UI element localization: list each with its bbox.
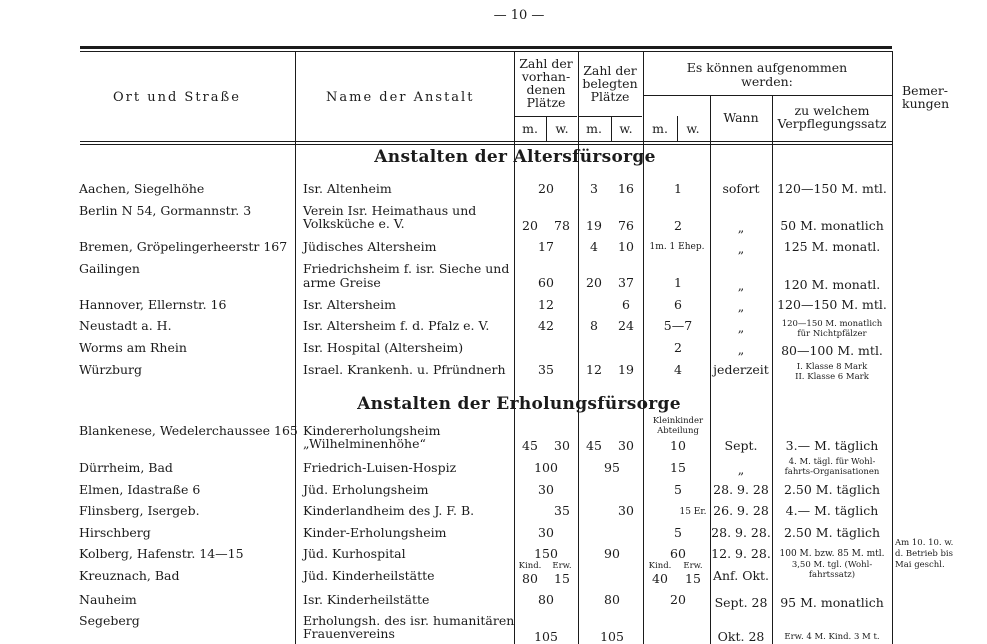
satz: 120—150 M. mtl. — [777, 181, 887, 196]
anstalt-2: Frauenvereins — [303, 626, 395, 641]
bel: 105 — [600, 629, 624, 644]
col-sep-4 — [643, 51, 644, 644]
anstalt: Israel. Krankenh. u. Pfründnerh — [303, 362, 506, 377]
auf: 20 — [670, 592, 686, 607]
vorh-w: 30 — [554, 438, 570, 453]
header-verpf-2: Verpflegungssatz — [777, 116, 887, 131]
vorh: 35 — [538, 362, 554, 377]
wann: Sept. — [724, 438, 758, 453]
satz: 2.50 M. täglich — [783, 525, 881, 540]
ort: Würzburg — [79, 362, 142, 377]
wann: Anf. Okt. — [712, 568, 770, 583]
anstalt: Jüd. Erholungsheim — [303, 482, 429, 497]
auf: 2 — [674, 218, 682, 233]
vorh-sub-m: Kind. — [518, 561, 542, 571]
bel-w: 37 — [618, 275, 634, 290]
ort: Nauheim — [79, 592, 137, 607]
header-verpf-1: zu welchem — [794, 103, 870, 118]
vorh: 60 — [538, 275, 554, 290]
vorh-w: 15 — [554, 571, 570, 586]
vorh: 150 — [534, 546, 558, 561]
bel: 95 — [604, 460, 620, 475]
header-name: Name der Anstalt — [326, 90, 475, 105]
satz: 4.— M. täglich — [785, 503, 879, 518]
anstalt: Jüdisches Altersheim — [303, 239, 437, 254]
ort: Elmen, Idastraße 6 — [79, 482, 201, 497]
wann: „ — [737, 320, 745, 335]
satz: 95 M. monatlich — [780, 595, 884, 610]
col-sep-2 — [514, 51, 515, 644]
wann: Okt. 28 — [717, 629, 765, 644]
auf: 1 — [674, 181, 682, 196]
header-vorh-w: w. — [555, 121, 569, 136]
vorh-m: 80 — [522, 571, 538, 586]
header-vorh-1: Zahl der — [519, 56, 573, 71]
satz: 80—100 M. mtl. — [781, 343, 883, 358]
wann: „ — [737, 220, 745, 235]
ort: Gailingen — [79, 261, 140, 276]
vorh: 30 — [538, 525, 554, 540]
sub-rule-aufg — [644, 95, 892, 96]
header-bel-2: belegten — [582, 76, 638, 91]
anstalt-2: „Wilhelminenhöhe“ — [303, 436, 426, 451]
satz: 120—150 M. mtl. — [777, 297, 887, 312]
auf-m: 40 — [652, 571, 668, 586]
wann: „ — [737, 299, 745, 314]
ort: Dürrheim, Bad — [79, 460, 173, 475]
ort: Blankenese, Wedelerchaussee 165 — [79, 423, 298, 438]
header-bel-3: Plätze — [590, 89, 630, 104]
vorh: 12 — [538, 297, 554, 312]
wann: „ — [737, 278, 745, 293]
remark-2: d. Betrieb bis — [895, 549, 954, 559]
header-aufg-w: w. — [686, 121, 700, 136]
sub-sep-aufg — [677, 116, 678, 142]
wann: „ — [737, 241, 745, 256]
header-aufg-m: m. — [652, 121, 668, 136]
auf: 1 — [674, 275, 682, 290]
header-bem-1: Bemer- — [902, 83, 949, 98]
anstalt: Isr. Kinderheilstätte — [303, 592, 430, 607]
col-sep-1 — [295, 51, 296, 644]
satz: 2.50 M. täglich — [783, 482, 881, 497]
bel-m: 20 — [586, 275, 602, 290]
bel-w: 30 — [618, 503, 634, 518]
satz: 4. M. tägl. für Wohl- — [788, 457, 876, 467]
bel-w: 76 — [618, 218, 634, 233]
vorh: 30 — [538, 482, 554, 497]
header-vorh-m: m. — [522, 121, 538, 136]
anstalt-2: arme Greise — [303, 275, 381, 290]
auf: 5—7 — [663, 318, 693, 333]
vorh: 17 — [538, 239, 554, 254]
bel: 90 — [604, 546, 620, 561]
ort: Bremen, Gröpelingerheerstr 167 — [79, 239, 288, 254]
anstalt: Jüd. Kurhospital — [303, 546, 406, 561]
header-bel-1: Zahl der — [583, 63, 637, 78]
satz: 120—150 M. monatlich — [781, 319, 883, 329]
anstalt: Friedrichsheim f. isr. Sieche und — [303, 261, 510, 276]
anstalt: Jüd. Kinderheilstätte — [303, 568, 435, 583]
satz: 120 M. monatl. — [783, 277, 881, 292]
ort: Neustadt a. H. — [79, 318, 172, 333]
header-bottom-rule — [80, 141, 892, 142]
top-rule-thin — [80, 51, 892, 52]
header-bel-m: m. — [586, 121, 602, 136]
auf: 5 — [674, 482, 682, 497]
header-ort: Ort und Straße — [113, 90, 241, 105]
section-title-alter: Anstalten der Altersfürsorge — [374, 147, 656, 167]
bel-w: 10 — [618, 239, 634, 254]
vorh-m: 45 — [522, 438, 538, 453]
bel-m: 3 — [590, 181, 598, 196]
col-sep-5 — [710, 95, 711, 644]
anstalt: Isr. Altersheim — [303, 297, 397, 312]
vorh-w: 78 — [554, 218, 570, 233]
anstalt: Isr. Altenheim — [303, 181, 392, 196]
anstalt: Erholungsh. des isr. humanitären — [303, 613, 515, 628]
auf: 5 — [674, 525, 682, 540]
auf-w: 15 — [685, 571, 701, 586]
vorh: 100 — [534, 460, 558, 475]
bel-w: 6 — [622, 297, 630, 312]
satz: 3,50 M. tgl. (Wohl- — [791, 560, 873, 570]
ort: Kolberg, Hafenstr. 14—15 — [79, 546, 244, 561]
satz: I. Klasse 8 Mark — [796, 362, 868, 372]
ort: Hannover, Ellernstr. 16 — [79, 297, 227, 312]
remark-3: Mai geschl. — [895, 560, 945, 570]
auf: 15 — [670, 460, 686, 475]
anstalt: Kinderlandheim des J. F. B. — [303, 503, 475, 518]
anstalt: Kindererholungsheim — [303, 423, 441, 438]
header-aufg-1: Es können aufgenommen — [686, 60, 848, 75]
satz: 50 M. monatlich — [780, 218, 884, 233]
section-title-erholung: Anstalten der Erholungsfürsorge — [357, 394, 681, 414]
anstalt: Isr. Hospital (Altersheim) — [303, 340, 464, 355]
anstalt: Kinder-Erholungsheim — [303, 525, 447, 540]
header-bel-w: w. — [619, 121, 633, 136]
satz-2: fahrts-Organisationen — [784, 467, 880, 477]
remark-1: Am 10. 10. w. — [895, 538, 954, 548]
ort: Hirschberg — [79, 525, 151, 540]
bel-w: 16 — [618, 181, 634, 196]
header-vorh-2: vorhan- — [521, 69, 571, 84]
vorh-w: 35 — [554, 503, 570, 518]
ort: Worms am Rhein — [79, 340, 187, 355]
vorh: 20 — [538, 181, 554, 196]
col-sep-6 — [772, 95, 773, 644]
sub-sep-vorh — [546, 116, 547, 142]
anstalt-2: Volksküche e. V. — [303, 216, 405, 231]
ort: Berlin N 54, Gormannstr. 3 — [79, 203, 252, 218]
bel: 80 — [604, 592, 620, 607]
auf: 4 — [674, 362, 682, 377]
auf-note: Kleinkinder — [652, 416, 704, 426]
header-bottom-rule-2 — [80, 144, 892, 145]
ort: Flinsberg, Isergeb. — [79, 503, 200, 518]
ort: Kreuznach, Bad — [79, 568, 180, 583]
anstalt: Verein Isr. Heimathaus und — [303, 203, 477, 218]
header-aufg-2: werden: — [741, 74, 793, 89]
auf: 2 — [674, 340, 682, 355]
auf-w: 15 Er. — [679, 507, 707, 517]
wann: 26. 9. 28 — [713, 503, 769, 518]
auf: 1m. 1 Ehep. — [649, 242, 705, 252]
satz: 125 M. monatl. — [783, 239, 881, 254]
vorh: 42 — [538, 318, 554, 333]
wann: 28. 9. 28 — [713, 482, 769, 497]
satz: 3.— M. täglich — [785, 438, 879, 453]
bel-w: 24 — [618, 318, 634, 333]
vorh: 80 — [538, 592, 554, 607]
satz-2: fahrtssatz) — [808, 570, 856, 580]
auf: 6 — [674, 297, 682, 312]
wann: „ — [737, 462, 745, 477]
auf-note-2: Abteilung — [657, 426, 699, 436]
satz: 100 M. bzw. 85 M. mtl. — [779, 549, 885, 559]
satz-2: für Nichtpfälzer — [797, 329, 867, 339]
anstalt: Isr. Altersheim f. d. Pfalz e. V. — [303, 318, 490, 333]
vorh-m: 20 — [522, 218, 538, 233]
bel-w: 19 — [618, 362, 634, 377]
bel-m: 12 — [586, 362, 602, 377]
vorh: 105 — [534, 629, 558, 644]
auf: 60 — [670, 546, 686, 561]
header-wann: Wann — [723, 110, 759, 125]
wann: Sept. 28 — [714, 595, 768, 610]
wann: 12. 9. 28. — [711, 546, 771, 561]
satz-2: II. Klasse 6 Mark — [795, 372, 869, 382]
bel-m: 19 — [586, 218, 602, 233]
wann: 28. 9. 28. — [711, 525, 771, 540]
satz: Erw. 4 M. Kind. 3 M t. — [784, 632, 880, 642]
bel-w: 30 — [618, 438, 634, 453]
wann: sofort — [722, 181, 760, 196]
auf-sub-m: Kind. — [648, 561, 672, 571]
header-vorh-3: denen — [526, 82, 566, 97]
page-number: — 10 — — [493, 8, 545, 23]
header-vorh-4: Plätze — [526, 95, 566, 110]
ort: Segeberg — [79, 613, 140, 628]
ort: Aachen, Siegelhöhe — [79, 181, 205, 196]
wann: jederzeit — [713, 362, 769, 377]
bel-m: 4 — [590, 239, 598, 254]
auf: 10 — [670, 438, 686, 453]
bel-m: 45 — [586, 438, 602, 453]
auf-sub-w: Erw. — [683, 561, 703, 571]
header-bem-2: kungen — [902, 96, 950, 111]
col-sep-7 — [892, 51, 893, 644]
bel-m: 8 — [590, 318, 598, 333]
wann: „ — [737, 342, 745, 357]
vorh-sub-w: Erw. — [552, 561, 572, 571]
anstalt: Friedrich-Luisen-Hospiz — [303, 460, 457, 475]
col-sep-3 — [578, 51, 579, 644]
sub-sep-bel — [611, 116, 612, 142]
top-rule — [80, 46, 892, 49]
